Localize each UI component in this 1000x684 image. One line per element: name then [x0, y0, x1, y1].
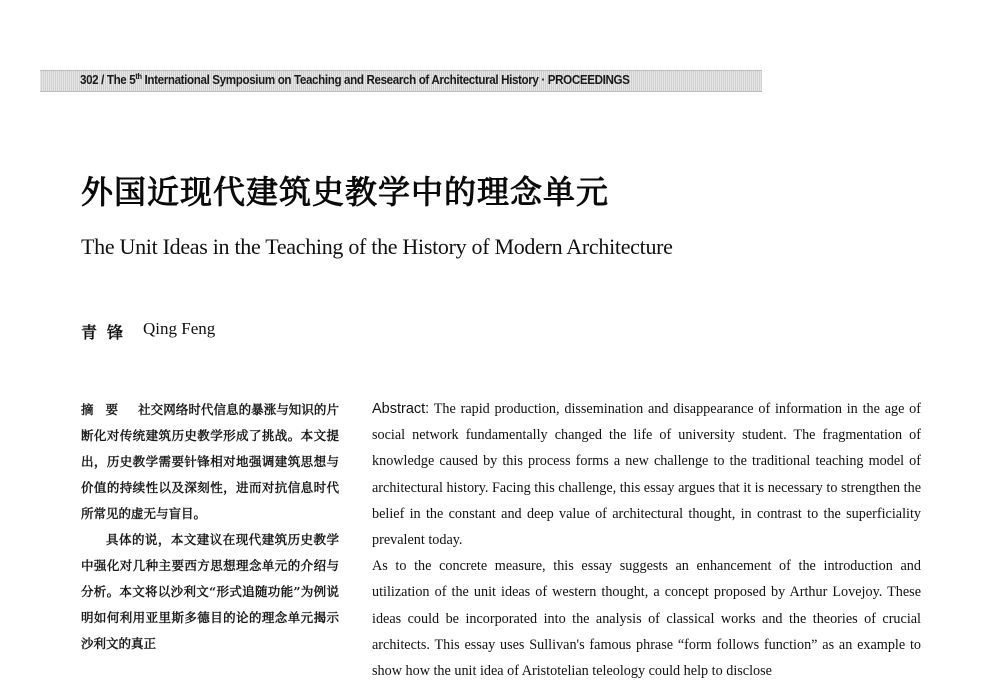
running-header-suffix: International Symposium on Teaching and Research of Architectural History · PROCEEDINGS: [141, 73, 630, 88]
abstract-english-text-1: The rapid production, dissemination and disappearance of information in the age of social network fundamentally changed the life of university student. The fragmentation of knowledge caused by this process forms a new challenge to the traditional teaching model of architectural history. Facing this challenge, this essay argues that it is necessary to strengthen the belief in the constant and deep value of architectural thought, in contrast to the superficiality prevalent today.: [372, 401, 921, 549]
abstract-chinese-column: [81, 397, 339, 657]
abstract-english-column: [372, 396, 921, 684]
abstract-chinese-para-1: [81, 397, 339, 527]
abstract-chinese-label: 摘要: [81, 402, 131, 417]
running-header: [80, 72, 630, 87]
title-chinese: 外国近现代建筑史教学中的理念单元: [81, 173, 610, 211]
title-english: The Unit Ideas in the Teaching of the History of Modern Architecture: [81, 234, 673, 259]
abstract-chinese-para-2: 具体的说，本文建议在现代建筑历史教学中强化对几种主要西方思想理念单元的介绍与分析。本文将以沙利文“形式追随功能”为例说明如何利用亚里斯多德目的论的理念单元揭示沙利文的真正: [81, 532, 339, 651]
running-header-sup: th: [135, 72, 142, 81]
abstract-chinese-text-1: 社交网络时代信息的暴涨与知识的片断化对传统建筑历史教学形成了挑战。本文提出，历史教学需要针锋相对地强调建筑思想与价值的持续性以及深刻性，进而对抗信息时代所常见的虚无与盲目。: [81, 402, 339, 521]
author-english: Qing Feng: [143, 319, 216, 338]
running-header-prefix: 302 / The 5: [80, 73, 136, 88]
abstract-english-label: Abstract:: [372, 401, 430, 417]
abstract-english-para-2: As to the concrete measure, this essay suggests an enhancement of the introduction and utilization of the unit ideas of western thought, a concept proposed by Arthur Lovejoy. These ideas could be incorporated into the analysis of classical works and the theories of crucial architects. This essay uses Sullivan's famous phrase “form follows function” as an example to show how the unit idea of Aristotelian teleology could help to disclose: [372, 558, 921, 680]
author-chinese: 青锋: [81, 323, 134, 342]
abstract-english-para-1: [372, 396, 921, 553]
